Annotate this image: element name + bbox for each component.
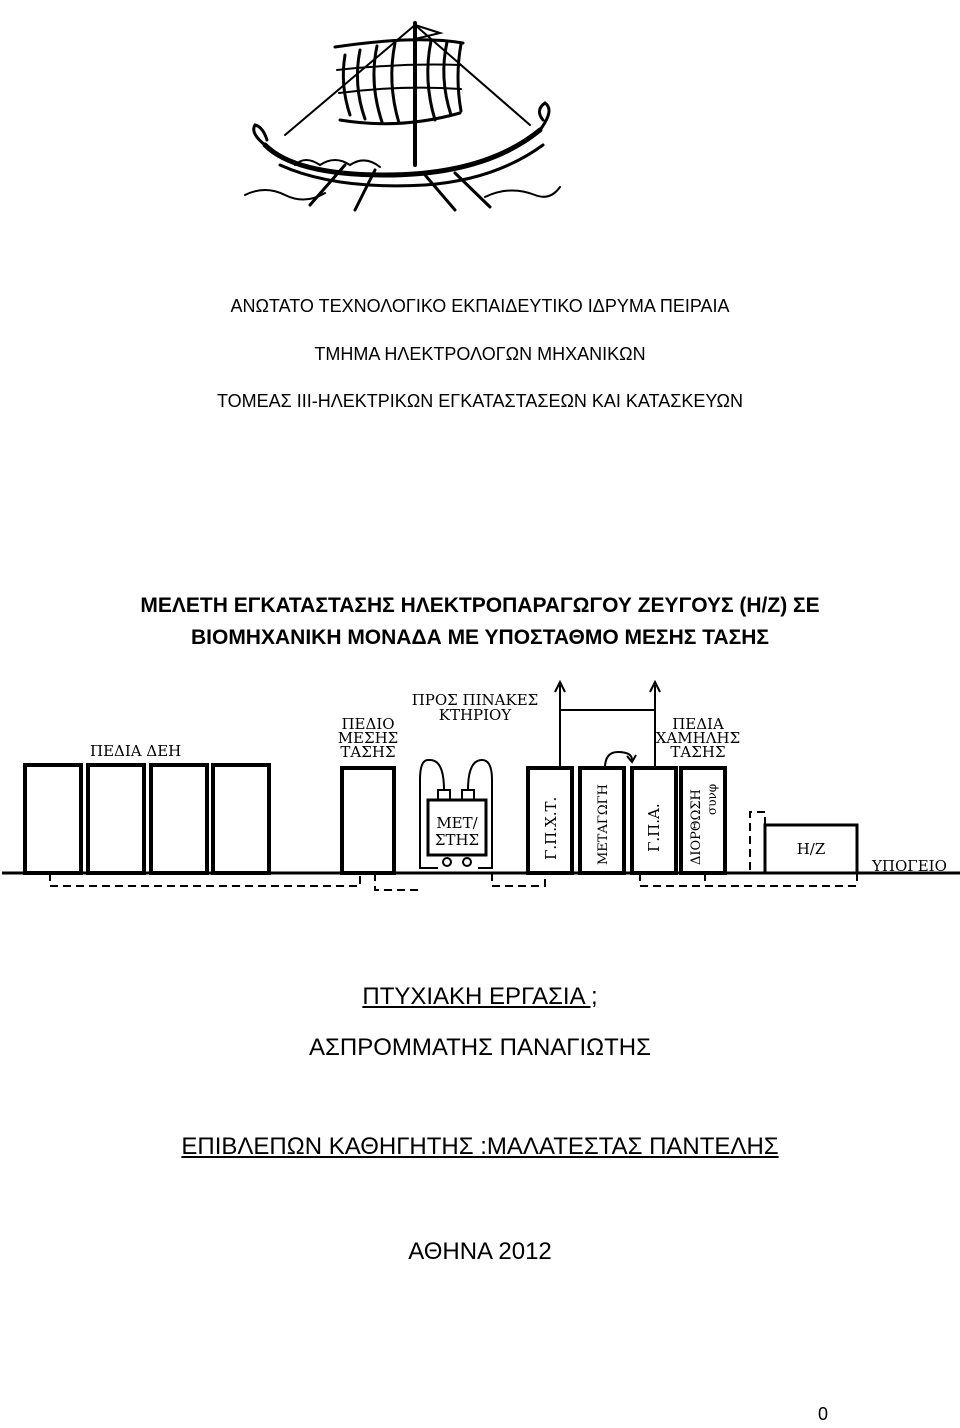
sector-name: ΤΟΜΕΑΣ ΙΙΙ-ΗΛΕΚΤΡΙΚΩΝ ΕΓΚΑΤΑΣΤΑΣΕΩΝ ΚΑΙ ΚΑΤΑΣΚΕΥΩΝ [216,391,744,411]
label-metasx-1: ΜΕΤ/ [436,814,478,832]
label-pedia-xamilis-1: ΠΕΔΙΑ [672,715,724,733]
thesis-title-line1: ΜΕΛΕΤΗ ΕΓΚΑΤΑΣΤΑΣΗΣ ΗΛΕΚΤΡΟΠΑΡΑΓΩΓΟΥ ΖΕΥΓΟΥΣ (Η/Ζ) ΣΕ [140,594,820,617]
thesis-type: ΠΤΥΧΙΑΚΗ ΕΡΓΑΣΙΑ ; [362,983,598,1010]
page-number: 0 [818,1404,829,1424]
label-diorthosi: ΔΙΟΡΘΩΣΗ [689,789,704,865]
label-gpxt: Γ.Π.Χ.Τ. [542,796,560,860]
label-pedio-mesis-3: ΤΑΣΗΣ [340,743,396,761]
label-pedia-xamilis-2: ΧΑΜΗΛΗΣ [655,729,741,747]
label-pedia-xamilis-3: ΤΑΣΗΣ [670,743,726,761]
label-pedia-deh: ΠΕΔΙΑ ΔΕΗ [90,742,182,760]
label-pros-pinakes: ΠΡΟΣ ΠΙΝΑΚΕΣ [411,691,539,709]
deh-cabinet-1 [25,765,81,873]
label-metagogi: ΜΕΤΑΓΩΓΗ [596,783,611,865]
mv-cabinet [342,768,394,873]
thesis-title-line2: ΒΙΟΜΗΧΑΝΙΚΗ ΜΟΝΑΔΑ ΜΕ ΥΠΟΣΤΑΘΜΟ ΜΕΣΗΣ ΤΑΣΗΣ [190,626,770,649]
institution-name: ΑΝΩΤΑΤΟ ΤΕΧΝΟΛΟΓΙΚΟ ΕΚΠΑΙΔΕΥΤΙΚΟ ΙΔΡΥΜΑ ΠΕΙΡΑΙΑ [230,296,730,316]
label-pedio-mesis-2: ΜΕΣΗΣ [337,729,399,747]
ship-logo [225,15,565,215]
department-name: ΤΜΗΜΑ ΗΛΕΚΤΡΟΛΟΓΩΝ ΜΗΧΑΝΙΚΩΝ [314,344,646,364]
place-year: ΑΘΗΝΑ 2012 [408,1238,552,1265]
label-gpa: Γ.Π.Α. [645,803,663,852]
label-hz: Η/Ζ [796,840,826,858]
substation-diagram [0,680,960,895]
supervisor: ΕΠΙΒΛΕΠΩΝ ΚΑΘΗΓΗΤΗΣ :ΜΑΛΑΤΕΣΤΑΣ ΠΑΝΤΕΛΗΣ [181,1133,779,1160]
deh-cabinet-2 [88,765,144,873]
author-name: ΑΣΠΡΟΜΜΑΤΗΣ ΠΑΝΑΓΙΩΤΗΣ [309,1034,651,1061]
deh-cabinet-3 [151,765,207,873]
label-pedio-mesis-1: ΠΕΔΙΟ [341,715,395,733]
label-synf: συνφ [705,783,719,815]
label-ktiriou: ΚΤΗΡΙΟΥ [438,706,512,724]
deh-cabinet-4 [213,765,269,873]
label-ypogeio: ΥΠΟΓΕΙΟ [872,857,947,875]
label-metasx-2: ΣΤΗΣ [434,831,480,849]
